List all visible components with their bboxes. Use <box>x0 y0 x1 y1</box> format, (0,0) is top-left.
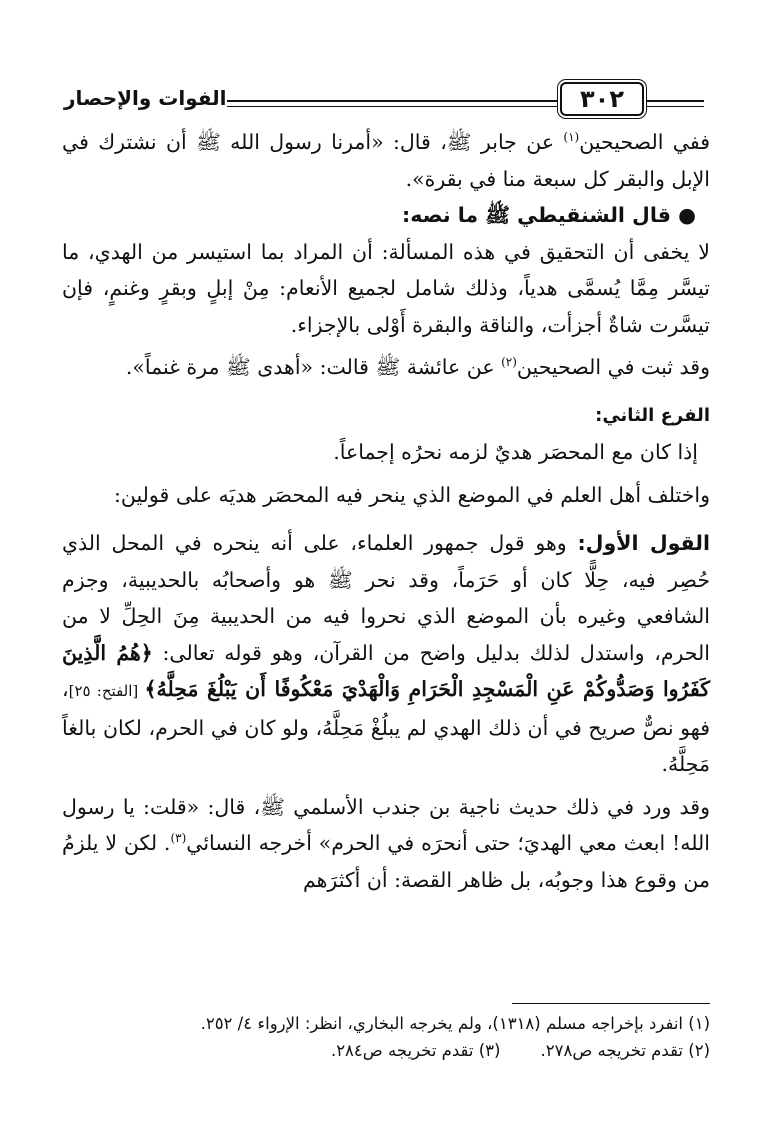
paragraph <box>62 789 710 899</box>
footnote: (١) انفرد بإخراجه مسلم (١٣١٨)، ولم يخرجه البخاري، انظر: الإرواء ٤/ ٢٥٢. <box>200 1014 710 1033</box>
page-number: ٣٠٢ <box>560 82 644 116</box>
text: ، فهو نصٌّ صريح في أن ذلك الهدي لم يبلُغْ مَحِلَّهُ، ولو كان في الحرم، لكان بالغاً مَحِلَّهُ. <box>62 677 710 776</box>
text: ففي الصحيحين <box>579 130 711 154</box>
text: عن جابر ﷺ، قال: «أمرنا رسول الله ﷺ أن نشترك في الإبل والبقر كل سبعة منا في بقرة». <box>62 130 710 191</box>
footnote-ref: (٣) <box>170 831 187 846</box>
footnote-row <box>62 1037 710 1064</box>
body-text <box>62 124 710 898</box>
paragraph: واختلف أهل العلم في الموضع الذي ينحر فيه المحصَر هديَه على قولين: <box>113 482 710 507</box>
footnote-rule <box>512 1003 710 1004</box>
running-header <box>50 78 704 118</box>
verse-citation: [الفتح: ٢٥] <box>68 682 145 700</box>
footnote-ref: (٢) <box>501 355 517 370</box>
text: وقد ورد في ذلك حديث ناجية بن جندب الأسلمي ﷺ، قال: «قلت: يا رسول الله! ابعث معي الهديَ؛ حتى أنحرَه في الحرم» أخرجه النسائي <box>62 794 710 855</box>
opinion-label: القول الأول: <box>577 531 711 555</box>
text: . لكن لا يلزمُ من وقوع هذا وجوبُه، بل ظاهر القصة: أن أكثرَهم <box>62 831 710 892</box>
section-label: ● قال الشنقيطي ﷺ ما نصه: <box>402 203 696 227</box>
text: وهو قول جمهور العلماء، على أنه ينحره في المحل الذي حُصِر فيه، حِلًّا كان أو حَرَماً، وقد نحر ﷺ هو وأصحابُه بالحديبية، وجزم الشافعي وغيره بأن الموضع الذي نحروا فيه من الحديبية مِنَ الحِلِّ لا من الحرم، واستدل لذلك بدليل واضح من القرآن، وهو قوله تعالى: <box>62 531 711 665</box>
branch-title: الفرع الثاني: <box>595 404 710 426</box>
footnote: (٣) تقدم تخريجه ص٢٨٤. <box>330 1041 501 1060</box>
paragraph: إذا كان مع المحصَر هديٌ لزمه نحرُه إجماعاً. <box>333 440 698 464</box>
footnote-ref: (١) <box>563 130 580 145</box>
text: عن عائشة ﷺ قالت: «أهدى ﷺ مرة غنماً». <box>125 355 502 379</box>
footnote: (٢) تقدم تخريجه ص٢٧٨. <box>540 1041 710 1060</box>
running-title: الفوات والإحصار <box>50 78 227 118</box>
footnote-row <box>62 1010 710 1037</box>
paragraph: لا يخفى أن التحقيق في هذه المسألة: أن المراد بما استيسر من الهدي، ما تيسَّر مِمَّا يُسمَّى هدياً، وذلك شامل لجميع الأنعام: مِنْ إبلٍ وبقرٍ وغنمٍ، فإن تيسَّرت شاةٌ أجزأت، والناقة والبقرة أَوْلى بالإجزاء. <box>62 239 710 337</box>
text: وقد ثبت في الصحيحين <box>516 355 710 379</box>
paragraph <box>62 525 710 783</box>
paragraph <box>62 349 710 386</box>
paragraph <box>62 124 710 197</box>
footnotes <box>62 1010 710 1064</box>
quran-verse: ﴿هُمُ الَّذِينَ كَفَرُوا وَصَدُّوكُمْ عَنِ الْمَسْجِدِ الْحَرَامِ وَالْهَدْيَ مَعْكُوفًا أَن يَبْلُغَ مَحِلَّهُ﴾ <box>62 640 710 701</box>
